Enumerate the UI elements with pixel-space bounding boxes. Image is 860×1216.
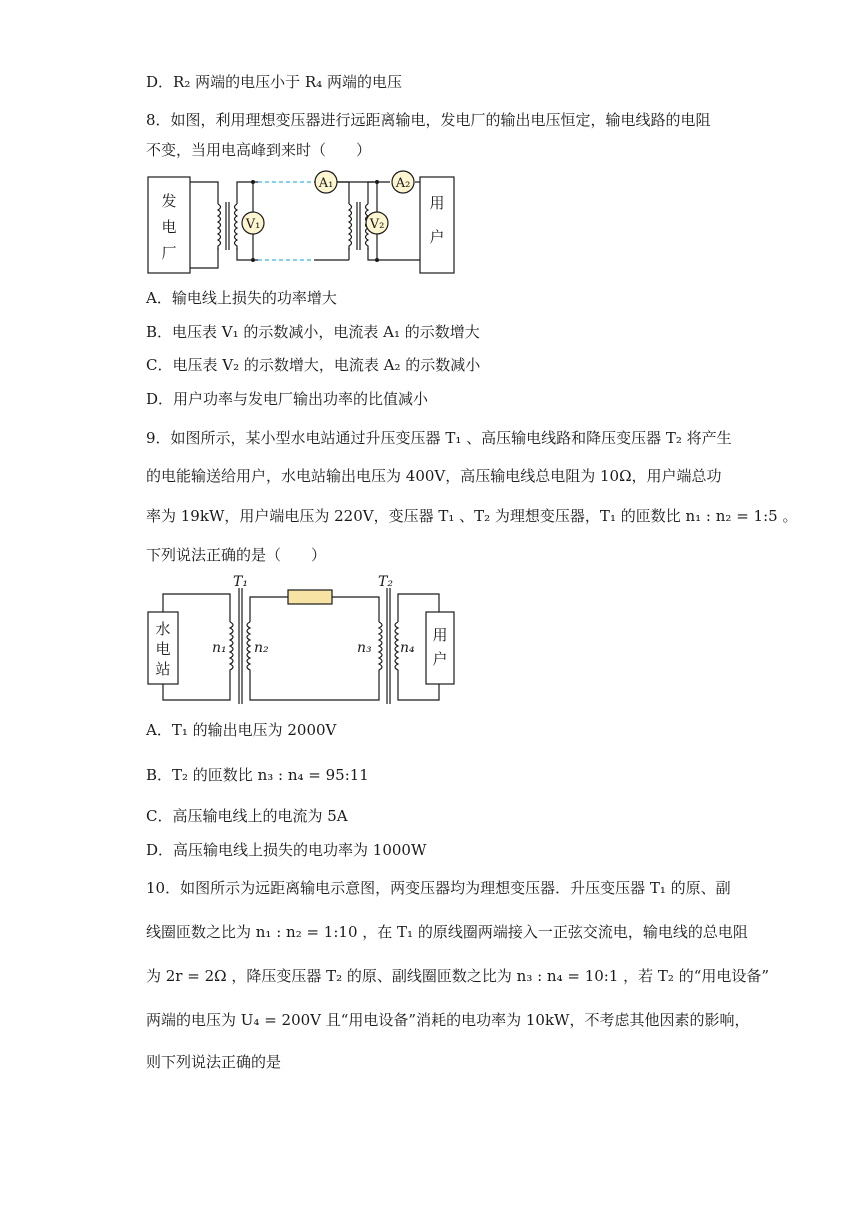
q9-stem-line3: 率为 19kW，用户端电压为 220V，变压器 T₁ 、T₂ 为理想变压器，T₁ 的匝数比 n₁ : n₂ = 1:5 。	[146, 507, 798, 525]
q10-stem-line1: 10．如图所示为远距离输电示意图，两变压器均为理想变压器．升压变压器 T₁ 的原、副	[146, 879, 731, 897]
station-char3: 站	[155, 660, 171, 678]
q10-stem-line4: 两端的电压为 U₄ = 200V 且“用电设备”消耗的电功率为 10kW，不考虑其他因素的影响，	[146, 1011, 750, 1029]
q9-option-c: C．高压输电线上的电流为 5A	[146, 807, 348, 825]
user-char2: 户	[432, 650, 448, 668]
t2-n3-coil	[379, 622, 382, 672]
user-box	[420, 177, 454, 273]
n3-label: n₃	[357, 640, 372, 656]
q8-option-b: B．电压表 V₁ 的示数减小，电流表 A₁ 的示数增大	[146, 323, 480, 341]
q8-option-a: A．输电线上损失的功率增大	[146, 289, 337, 307]
q8-stem-line2: 不变，当用电高峰到来时（ ）	[146, 141, 372, 159]
t2-primary-coil	[349, 204, 352, 250]
t1-n2-coil	[247, 622, 250, 672]
q10-stem-line3: 为 2r = 2Ω ，降压变压器 T₂ 的原、副线圈匝数之比为 n₃ : n₄ = 10:1 ，若 T₂ 的“用电设备”	[146, 967, 770, 985]
v2-label: V₂	[369, 217, 385, 232]
q7-option-d: D．R₂ 两端的电压小于 R₄ 两端的电压	[146, 73, 402, 91]
t1-primary-coil	[218, 204, 221, 250]
v1-label: V₁	[245, 217, 261, 232]
t2-label: T₂	[378, 574, 393, 590]
n4-label: n₄	[400, 640, 415, 656]
q9-option-b: B．T₂ 的匝数比 n₃ : n₄ = 95:11	[146, 766, 369, 784]
q10-stem-line5: 则下列说法正确的是	[146, 1053, 282, 1071]
q9-circuit-diagram	[146, 572, 466, 706]
q9-stem-line1: 9．如图所示，某小型水电站通过升压变压器 T₁ 、高压输电线路和降压变压器 T₂ 将产生	[146, 429, 732, 447]
q9-option-d: D．高压输电线上损失的电功率为 1000W	[146, 841, 427, 859]
t2-n4-coil	[395, 622, 398, 672]
a1-label: A₁	[318, 176, 334, 191]
q10-stem-line2: 线圈匝数之比为 n₁ : n₂ = 1:10 ，在 T₁ 的原线圈两端接入一正弦交流电，输电线的总电阻	[146, 923, 748, 941]
n2-label: n₂	[254, 640, 269, 656]
a2-label: A₂	[395, 176, 411, 191]
user-char2: 户	[429, 228, 445, 246]
plant-char1: 发	[161, 192, 177, 210]
q9-stem-line2: 的电能输送给用户，水电站输出电压为 400V，高压输电线总电阻为 10Ω，用户端总功	[146, 467, 722, 485]
t1-label: T₁	[233, 574, 248, 590]
q8-circuit-diagram	[146, 168, 466, 278]
q8-option-d: D．用户功率与发电厂输出功率的比值减小	[146, 390, 429, 408]
q9-stem-line4: 下列说法正确的是（ ）	[146, 546, 327, 564]
user-char1: 用	[432, 626, 448, 644]
n1-label: n₁	[212, 640, 227, 656]
user-char1: 用	[429, 194, 445, 212]
station-char1: 水	[155, 620, 171, 638]
q9-option-a: A．T₁ 的输出电压为 2000V	[146, 721, 337, 739]
plant-char2: 电	[161, 218, 177, 236]
q8-option-c: C．电压表 V₂ 的示数增大，电流表 A₂ 的示数减小	[146, 356, 481, 374]
plant-char3: 厂	[161, 244, 177, 262]
station-char2: 电	[155, 640, 171, 658]
q8-stem-line1: 8．如图，利用理想变压器进行远距离输电，发电厂的输出电压恒定，输电线路的电阻	[146, 111, 711, 129]
t1-n1-coil	[230, 622, 233, 672]
t1-secondary-coil	[235, 204, 238, 250]
user-box	[426, 612, 454, 684]
line-resistor	[288, 590, 332, 604]
